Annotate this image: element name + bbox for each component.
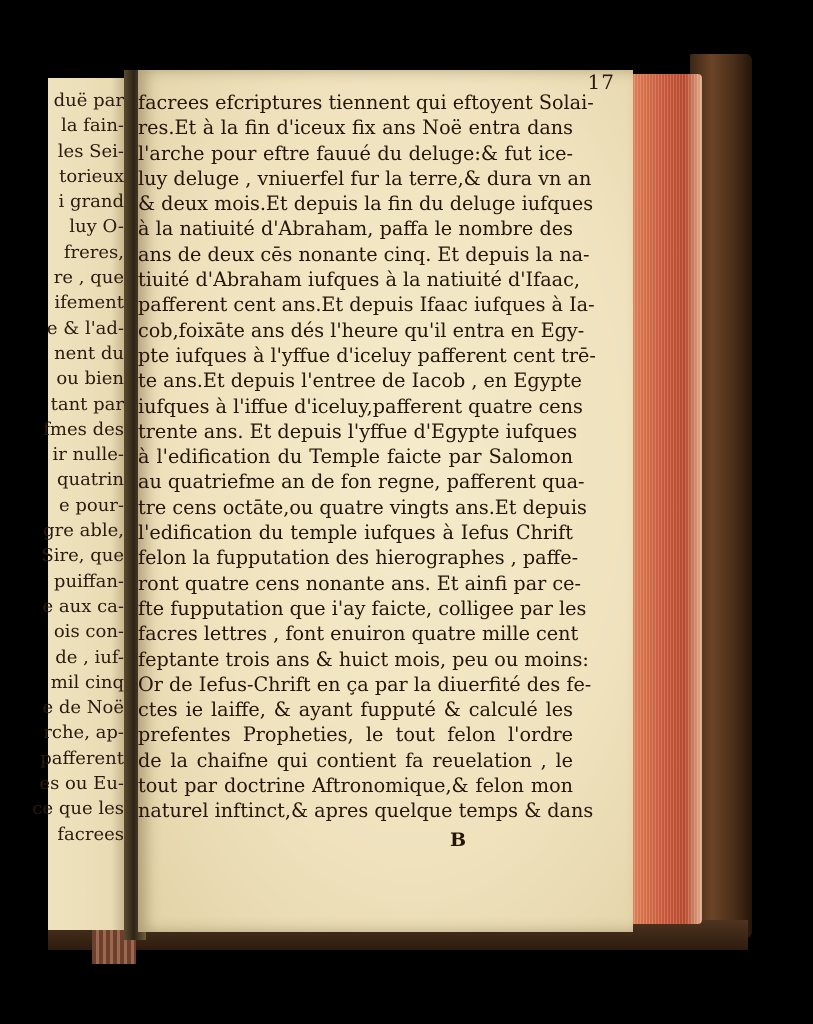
left-text-line: e aux ca- xyxy=(42,595,124,617)
left-text-line: les Sei- xyxy=(57,140,124,162)
left-text-line: e & l'ad- xyxy=(46,317,124,339)
left-text-line: luy O- xyxy=(69,216,124,238)
left-text-line: rche, ap- xyxy=(43,722,124,744)
text-line: de la chaifne qui contient fa reuelation , le xyxy=(138,748,573,772)
right-page-text xyxy=(138,90,596,824)
left-text-line: fmes des xyxy=(43,418,124,440)
left-text-line: tant par xyxy=(50,393,124,415)
text-line: ans de deux cēs nonante cinq. Et depuis la na- xyxy=(138,242,590,266)
left-text-line: torieux xyxy=(59,165,124,187)
right-page xyxy=(138,70,633,932)
text-line: l'edification du temple iufques à Iefus Chrift xyxy=(138,521,573,545)
left-text-line: e pour- xyxy=(58,494,124,516)
text-line: ctes ie laiffe, & ayant fupputé & calculé les xyxy=(138,698,573,722)
left-text-line: ir nulle- xyxy=(52,444,124,466)
text-line: tiuité d'Abraham iufques à la natiuité d'Ifaac, xyxy=(138,268,580,292)
text-line: prefentes Propheties, le tout felon l'ordre xyxy=(138,723,573,747)
text-line: res.Et à la fin d'iceux fix ans Noë entra dans xyxy=(138,116,573,140)
text-line: iufques à l'iffue d'iceluy,pafferent quatre cens xyxy=(138,394,583,418)
text-line: fte fupputation que i'ay faicte, colligee par les xyxy=(138,596,587,620)
left-text-line: re , que xyxy=(53,267,124,289)
text-line: facrees efcriptures tiennent qui eftoyent Solai- xyxy=(138,91,594,114)
left-text-line: la fain- xyxy=(60,115,124,137)
left-text-line: quatrin xyxy=(56,469,124,491)
text-line: cob,foixāte ans dés l'heure qu'il entra en Egy- xyxy=(138,318,585,342)
left-text-line: ifement xyxy=(54,292,124,314)
left-text-line: freres, xyxy=(63,241,124,263)
left-text-line: ce que les xyxy=(32,798,124,820)
text-line: tout par doctrine Aftronomique,& felon mon xyxy=(138,774,573,798)
left-text-line: Sire, que xyxy=(41,545,124,567)
text-line: te ans.Et depuis l'entree de Iacob , en Egypte xyxy=(138,369,582,393)
left-text-line: puiffan- xyxy=(53,570,124,592)
text-line: à la natiuité d'Abraham, paffa le nombre des xyxy=(138,217,573,241)
left-text-line: mil cinq xyxy=(50,671,124,693)
text-line: l'arche pour eftre fauué du deluge:& fut ice- xyxy=(138,141,573,165)
text-line: pte iufques à l'yffue d'iceluy pafferent cent trē- xyxy=(138,343,596,367)
text-line: feptante trois ans & huict mois, peu ou moins: xyxy=(138,647,589,671)
page-number: 17 xyxy=(587,70,615,94)
left-text-line: pafferent xyxy=(40,747,124,769)
text-line: pafferent cent ans.Et depuis Ifaac iufques à Ia- xyxy=(138,293,595,317)
left-text-line: gre able, xyxy=(43,520,124,542)
text-line: felon la fupputation des hierographes , paffe- xyxy=(138,546,579,570)
text-line: facres lettres , font enuiron quatre mille cent xyxy=(138,622,579,646)
text-line: & deux mois.Et depuis la fin du deluge iufques xyxy=(138,192,594,216)
left-text-line: nent du xyxy=(54,342,124,364)
text-line: trente ans. Et depuis l'yffue d'Egypte iufques xyxy=(138,419,578,443)
text-line: à l'edification du Temple faicte par Salomon xyxy=(138,445,573,469)
left-text-line: de , iuf- xyxy=(55,646,124,668)
left-text-line: e de Noë xyxy=(42,697,124,719)
left-text-line: duë par xyxy=(53,90,124,111)
text-line: ront quatre cens nonante ans. Et ainfi par ce- xyxy=(138,571,582,595)
left-text-line: ois con- xyxy=(53,621,124,643)
left-text-line: i grand xyxy=(58,191,124,213)
left-text-line: ou bien xyxy=(56,368,124,390)
text-line: Or de Iefus-Chrift en ça par la diuerfité des fe- xyxy=(138,672,592,696)
text-line: luy deluge , vniuerfel fur la terre,& dura vn an xyxy=(138,166,592,190)
signature-mark: B xyxy=(450,829,467,851)
text-line: tre cens octāte,ou quatre vingts ans.Et depuis xyxy=(138,495,587,519)
left-text-line: facrees xyxy=(57,823,124,845)
left-page-text xyxy=(0,88,124,847)
left-text-line: es ou Eu- xyxy=(39,773,124,795)
text-line: naturel inftinct,& apres quelque temps & dans xyxy=(138,799,594,823)
text-line: au quatriefme an de fon regne, pafferent qua- xyxy=(138,470,585,494)
